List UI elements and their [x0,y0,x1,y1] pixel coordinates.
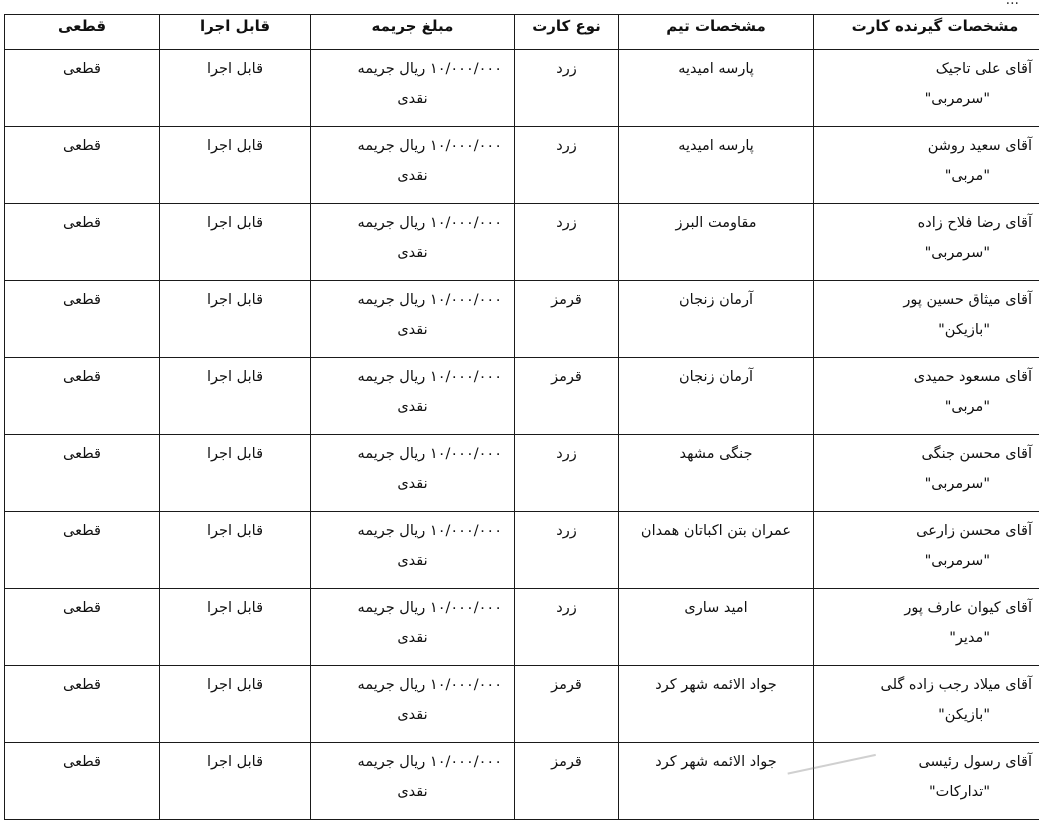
fine-note: نقدی [317,777,508,807]
cell-final: قطعی [5,435,160,512]
fine-amount: ۱۰/۰۰۰/۰۰۰ ریال جریمه [317,670,508,700]
cell-final: قطعی [5,204,160,281]
cell-recipient [814,512,1039,589]
recipient-name: آقای محسن زارعی [820,516,1039,546]
cell-fine [311,666,515,743]
cell-card-type: زرد [515,127,619,204]
recipient-role: "مربی" [820,392,1039,422]
top-cut-line [0,0,1039,10]
cell-final: قطعی [5,589,160,666]
fine-note: نقدی [317,161,508,191]
cell-fine [311,127,515,204]
cell-enforceable: قابل اجرا [160,127,311,204]
fine-note: نقدی [317,84,508,114]
fine-amount: ۱۰/۰۰۰/۰۰۰ ریال جریمه [317,747,508,777]
cell-final: قطعی [5,127,160,204]
fine-amount: ۱۰/۰۰۰/۰۰۰ ریال جریمه [317,516,508,546]
cell-card-type: زرد [515,589,619,666]
recipient-role: "بازیکن" [820,315,1039,345]
table-row [5,204,1039,281]
cell-team: پارسه امیدیه [619,50,814,127]
recipient-name: آقای مسعود حمیدی [820,362,1039,392]
cell-final: قطعی [5,50,160,127]
cell-team: جواد الائمه شهر کرد [619,743,814,820]
fine-amount: ۱۰/۰۰۰/۰۰۰ ریال جریمه [317,54,508,84]
cell-fine [311,358,515,435]
cell-team: آرمان زنجان [619,358,814,435]
recipient-name: آقای سعید روشن [820,131,1039,161]
table-header-row [5,15,1039,50]
cell-team: پارسه امیدیه [619,127,814,204]
recipient-role: "سرمربی" [820,546,1039,576]
recipient-role: "مربی" [820,161,1039,191]
table-body [5,50,1039,820]
recipient-role: "سرمربی" [820,469,1039,499]
cell-card-type: زرد [515,50,619,127]
cell-final: قطعی [5,358,160,435]
fine-amount: ۱۰/۰۰۰/۰۰۰ ریال جریمه [317,593,508,623]
cell-card-type: زرد [515,204,619,281]
header-recipient: مشخصات گیرنده کارت [814,15,1039,50]
cell-fine [311,50,515,127]
cell-team: عمران بتن اکباتان همدان [619,512,814,589]
cell-enforceable: قابل اجرا [160,435,311,512]
table-row [5,743,1039,820]
cell-recipient [814,589,1039,666]
cell-team: جواد الائمه شهر کرد [619,666,814,743]
cell-team: مقاومت البرز [619,204,814,281]
cell-enforceable: قابل اجرا [160,743,311,820]
fine-amount: ۱۰/۰۰۰/۰۰۰ ریال جریمه [317,439,508,469]
recipient-name: آقای علی تاجیک [820,54,1039,84]
header-enforceable: قابل اجرا [160,15,311,50]
cell-enforceable: قابل اجرا [160,204,311,281]
cell-enforceable: قابل اجرا [160,512,311,589]
table-row [5,281,1039,358]
cell-card-type: زرد [515,512,619,589]
cell-fine [311,512,515,589]
recipient-name: آقای رسول رئیسی [820,747,1039,777]
cell-final: قطعی [5,512,160,589]
cell-recipient [814,127,1039,204]
recipient-name: آقای کیوان عارف پور [820,593,1039,623]
cell-enforceable: قابل اجرا [160,666,311,743]
recipient-name: آقای میثاق حسین پور [820,285,1039,315]
cell-final: قطعی [5,743,160,820]
cell-final: قطعی [5,666,160,743]
cell-enforceable: قابل اجرا [160,358,311,435]
cell-team: آرمان زنجان [619,281,814,358]
fine-note: نقدی [317,392,508,422]
recipient-role: "تدارکات" [820,777,1039,807]
cell-recipient [814,435,1039,512]
top-cut-text: ... [1006,0,1019,8]
cell-recipient [814,50,1039,127]
fine-amount: ۱۰/۰۰۰/۰۰۰ ریال جریمه [317,362,508,392]
cell-card-type: قرمز [515,358,619,435]
fine-note: نقدی [317,700,508,730]
cell-fine [311,204,515,281]
fine-amount: ۱۰/۰۰۰/۰۰۰ ریال جریمه [317,285,508,315]
table-row [5,435,1039,512]
cell-recipient [814,281,1039,358]
cell-fine [311,589,515,666]
header-card-type: نوع کارت [515,15,619,50]
table-row [5,50,1039,127]
recipient-role: "سرمربی" [820,84,1039,114]
cell-card-type: زرد [515,435,619,512]
disciplinary-table [4,14,1039,820]
fine-amount: ۱۰/۰۰۰/۰۰۰ ریال جریمه [317,208,508,238]
cell-enforceable: قابل اجرا [160,50,311,127]
table-row [5,512,1039,589]
fine-note: نقدی [317,623,508,653]
table-row [5,358,1039,435]
cell-team: امید ساری [619,589,814,666]
recipient-role: "بازیکن" [820,700,1039,730]
recipient-name: آقای میلاد رجب زاده گلی [820,670,1039,700]
table-row [5,127,1039,204]
fine-note: نقدی [317,315,508,345]
fine-note: نقدی [317,238,508,268]
cell-fine [311,281,515,358]
recipient-role: "مدیر" [820,623,1039,653]
fine-amount: ۱۰/۰۰۰/۰۰۰ ریال جریمه [317,131,508,161]
header-final: قطعی [5,15,160,50]
table-row [5,666,1039,743]
fine-note: نقدی [317,546,508,576]
table-row [5,589,1039,666]
cell-fine [311,435,515,512]
fine-note: نقدی [317,469,508,499]
cell-final: قطعی [5,281,160,358]
cell-fine [311,743,515,820]
header-fine: مبلغ جریمه [311,15,515,50]
cell-card-type: قرمز [515,281,619,358]
cell-enforceable: قابل اجرا [160,589,311,666]
recipient-role: "سرمربی" [820,238,1039,268]
cell-recipient [814,204,1039,281]
recipient-name: آقای محسن جنگی [820,439,1039,469]
cell-team: جنگی مشهد [619,435,814,512]
cell-recipient [814,666,1039,743]
cell-card-type: قرمز [515,743,619,820]
header-team: مشخصات تیم [619,15,814,50]
cell-recipient [814,358,1039,435]
cell-enforceable: قابل اجرا [160,281,311,358]
recipient-name: آقای رضا فلاح زاده [820,208,1039,238]
cell-card-type: قرمز [515,666,619,743]
